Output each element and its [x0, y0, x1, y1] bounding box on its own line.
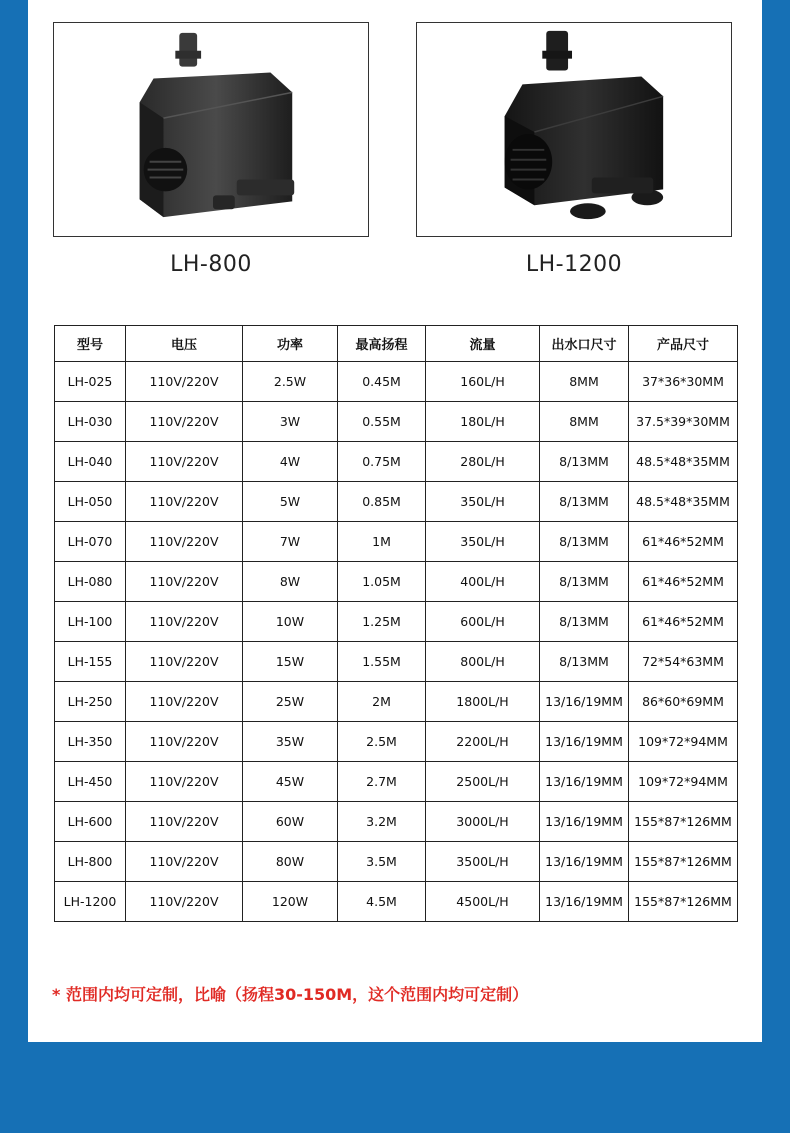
- cell-flow: 800L/H: [426, 642, 540, 682]
- cell-flow: 350L/H: [426, 522, 540, 562]
- cell-model: LH-450: [55, 762, 126, 802]
- spec-table: [54, 325, 738, 922]
- cell-product-size: 155*87*126MM: [629, 882, 738, 922]
- table-row: [55, 362, 738, 402]
- table-row: [55, 842, 738, 882]
- header-model: 型号: [55, 326, 126, 362]
- header-outlet-size: 出水口尺寸: [540, 326, 629, 362]
- header-flow: 流量: [426, 326, 540, 362]
- cell-product-size: 155*87*126MM: [629, 842, 738, 882]
- cell-power: 120W: [243, 882, 338, 922]
- cell-outlet-size: 13/16/19MM: [540, 842, 629, 882]
- table-row: [55, 602, 738, 642]
- header-voltage: 电压: [126, 326, 243, 362]
- cell-product-size: 86*60*69MM: [629, 682, 738, 722]
- cell-outlet-size: 8/13MM: [540, 602, 629, 642]
- cell-outlet-size: 8/13MM: [540, 482, 629, 522]
- cell-voltage: 110V/220V: [126, 362, 243, 402]
- cell-voltage: 110V/220V: [126, 682, 243, 722]
- cell-power: 3W: [243, 402, 338, 442]
- cell-model: LH-070: [55, 522, 126, 562]
- cell-flow: 180L/H: [426, 402, 540, 442]
- header-product-size: 产品尺寸: [629, 326, 738, 362]
- cell-flow: 400L/H: [426, 562, 540, 602]
- cell-power: 7W: [243, 522, 338, 562]
- cell-model: LH-1200: [55, 882, 126, 922]
- cell-product-size: 37*36*30MM: [629, 362, 738, 402]
- cell-flow: 350L/H: [426, 482, 540, 522]
- cell-max-head: 0.55M: [338, 402, 426, 442]
- cell-product-size: 48.5*48*35MM: [629, 482, 738, 522]
- cell-model: LH-100: [55, 602, 126, 642]
- cell-model: LH-040: [55, 442, 126, 482]
- cell-flow: 1800L/H: [426, 682, 540, 722]
- cell-outlet-size: 13/16/19MM: [540, 882, 629, 922]
- cell-model: LH-350: [55, 722, 126, 762]
- cell-model: LH-030: [55, 402, 126, 442]
- cell-voltage: 110V/220V: [126, 642, 243, 682]
- cell-model: LH-080: [55, 562, 126, 602]
- cell-outlet-size: 8/13MM: [540, 562, 629, 602]
- cell-flow: 2500L/H: [426, 762, 540, 802]
- cell-outlet-size: 13/16/19MM: [540, 682, 629, 722]
- cell-outlet-size: 13/16/19MM: [540, 722, 629, 762]
- cell-model: LH-025: [55, 362, 126, 402]
- cell-power: 15W: [243, 642, 338, 682]
- cell-max-head: 1M: [338, 522, 426, 562]
- cell-product-size: 155*87*126MM: [629, 802, 738, 842]
- table-row: [55, 402, 738, 442]
- cell-outlet-size: 13/16/19MM: [540, 762, 629, 802]
- cell-power: 80W: [243, 842, 338, 882]
- cell-flow: 2200L/H: [426, 722, 540, 762]
- cell-voltage: 110V/220V: [126, 842, 243, 882]
- cell-product-size: 72*54*63MM: [629, 642, 738, 682]
- cell-power: 4W: [243, 442, 338, 482]
- cell-power: 10W: [243, 602, 338, 642]
- cell-power: 5W: [243, 482, 338, 522]
- pump-icon: [417, 23, 731, 236]
- product-image-lh-1200: [416, 22, 732, 237]
- cell-outlet-size: 8/13MM: [540, 642, 629, 682]
- cell-model: LH-600: [55, 802, 126, 842]
- cell-model: LH-050: [55, 482, 126, 522]
- cell-power: 60W: [243, 802, 338, 842]
- cell-product-size: 109*72*94MM: [629, 762, 738, 802]
- cell-flow: 280L/H: [426, 442, 540, 482]
- cell-flow: 3500L/H: [426, 842, 540, 882]
- cell-outlet-size: 8/13MM: [540, 442, 629, 482]
- product-model-label: LH-800: [170, 252, 252, 277]
- cell-model: LH-800: [55, 842, 126, 882]
- cell-flow: 4500L/H: [426, 882, 540, 922]
- cell-voltage: 110V/220V: [126, 762, 243, 802]
- cell-max-head: 2.5M: [338, 722, 426, 762]
- cell-power: 2.5W: [243, 362, 338, 402]
- table-row: [55, 642, 738, 682]
- table-header-row: [55, 326, 738, 362]
- cell-flow: 160L/H: [426, 362, 540, 402]
- table-row: [55, 802, 738, 842]
- cell-max-head: 4.5M: [338, 882, 426, 922]
- cell-voltage: 110V/220V: [126, 722, 243, 762]
- cell-outlet-size: 13/16/19MM: [540, 802, 629, 842]
- cell-voltage: 110V/220V: [126, 442, 243, 482]
- table-row: [55, 522, 738, 562]
- cell-voltage: 110V/220V: [126, 882, 243, 922]
- header-power: 功率: [243, 326, 338, 362]
- table-row: [55, 562, 738, 602]
- cell-voltage: 110V/220V: [126, 482, 243, 522]
- cell-outlet-size: 8MM: [540, 402, 629, 442]
- header-max-head: 最高扬程: [338, 326, 426, 362]
- cell-product-size: 61*46*52MM: [629, 522, 738, 562]
- table-row: [55, 682, 738, 722]
- customization-note: * 范围内均可定制，比喻（扬程30-150M，这个范围内均可定制）: [52, 985, 529, 1004]
- cell-voltage: 110V/220V: [126, 522, 243, 562]
- cell-voltage: 110V/220V: [126, 562, 243, 602]
- cell-power: 45W: [243, 762, 338, 802]
- cell-product-size: 61*46*52MM: [629, 562, 738, 602]
- cell-voltage: 110V/220V: [126, 802, 243, 842]
- pump-icon: [54, 23, 368, 236]
- table-row: [55, 442, 738, 482]
- cell-power: 35W: [243, 722, 338, 762]
- cell-max-head: 2M: [338, 682, 426, 722]
- cell-max-head: 1.55M: [338, 642, 426, 682]
- cell-model: LH-250: [55, 682, 126, 722]
- cell-voltage: 110V/220V: [126, 602, 243, 642]
- cell-max-head: 0.45M: [338, 362, 426, 402]
- product-model-label: LH-1200: [525, 252, 623, 277]
- cell-product-size: 37.5*39*30MM: [629, 402, 738, 442]
- cell-product-size: 48.5*48*35MM: [629, 442, 738, 482]
- cell-max-head: 0.75M: [338, 442, 426, 482]
- cell-flow: 3000L/H: [426, 802, 540, 842]
- table-row: [55, 482, 738, 522]
- cell-max-head: 1.05M: [338, 562, 426, 602]
- product-image-lh-800: [53, 22, 369, 237]
- table-row: [55, 882, 738, 922]
- cell-max-head: 1.25M: [338, 602, 426, 642]
- cell-model: LH-155: [55, 642, 126, 682]
- cell-max-head: 3.2M: [338, 802, 426, 842]
- cell-product-size: 109*72*94MM: [629, 722, 738, 762]
- cell-voltage: 110V/220V: [126, 402, 243, 442]
- cell-flow: 600L/H: [426, 602, 540, 642]
- table-row: [55, 722, 738, 762]
- cell-max-head: 3.5M: [338, 842, 426, 882]
- cell-power: 8W: [243, 562, 338, 602]
- cell-power: 25W: [243, 682, 338, 722]
- cell-product-size: 61*46*52MM: [629, 602, 738, 642]
- cell-max-head: 2.7M: [338, 762, 426, 802]
- cell-max-head: 0.85M: [338, 482, 426, 522]
- cell-outlet-size: 8/13MM: [540, 522, 629, 562]
- cell-outlet-size: 8MM: [540, 362, 629, 402]
- table-row: [55, 762, 738, 802]
- content-card: [28, 0, 762, 1042]
